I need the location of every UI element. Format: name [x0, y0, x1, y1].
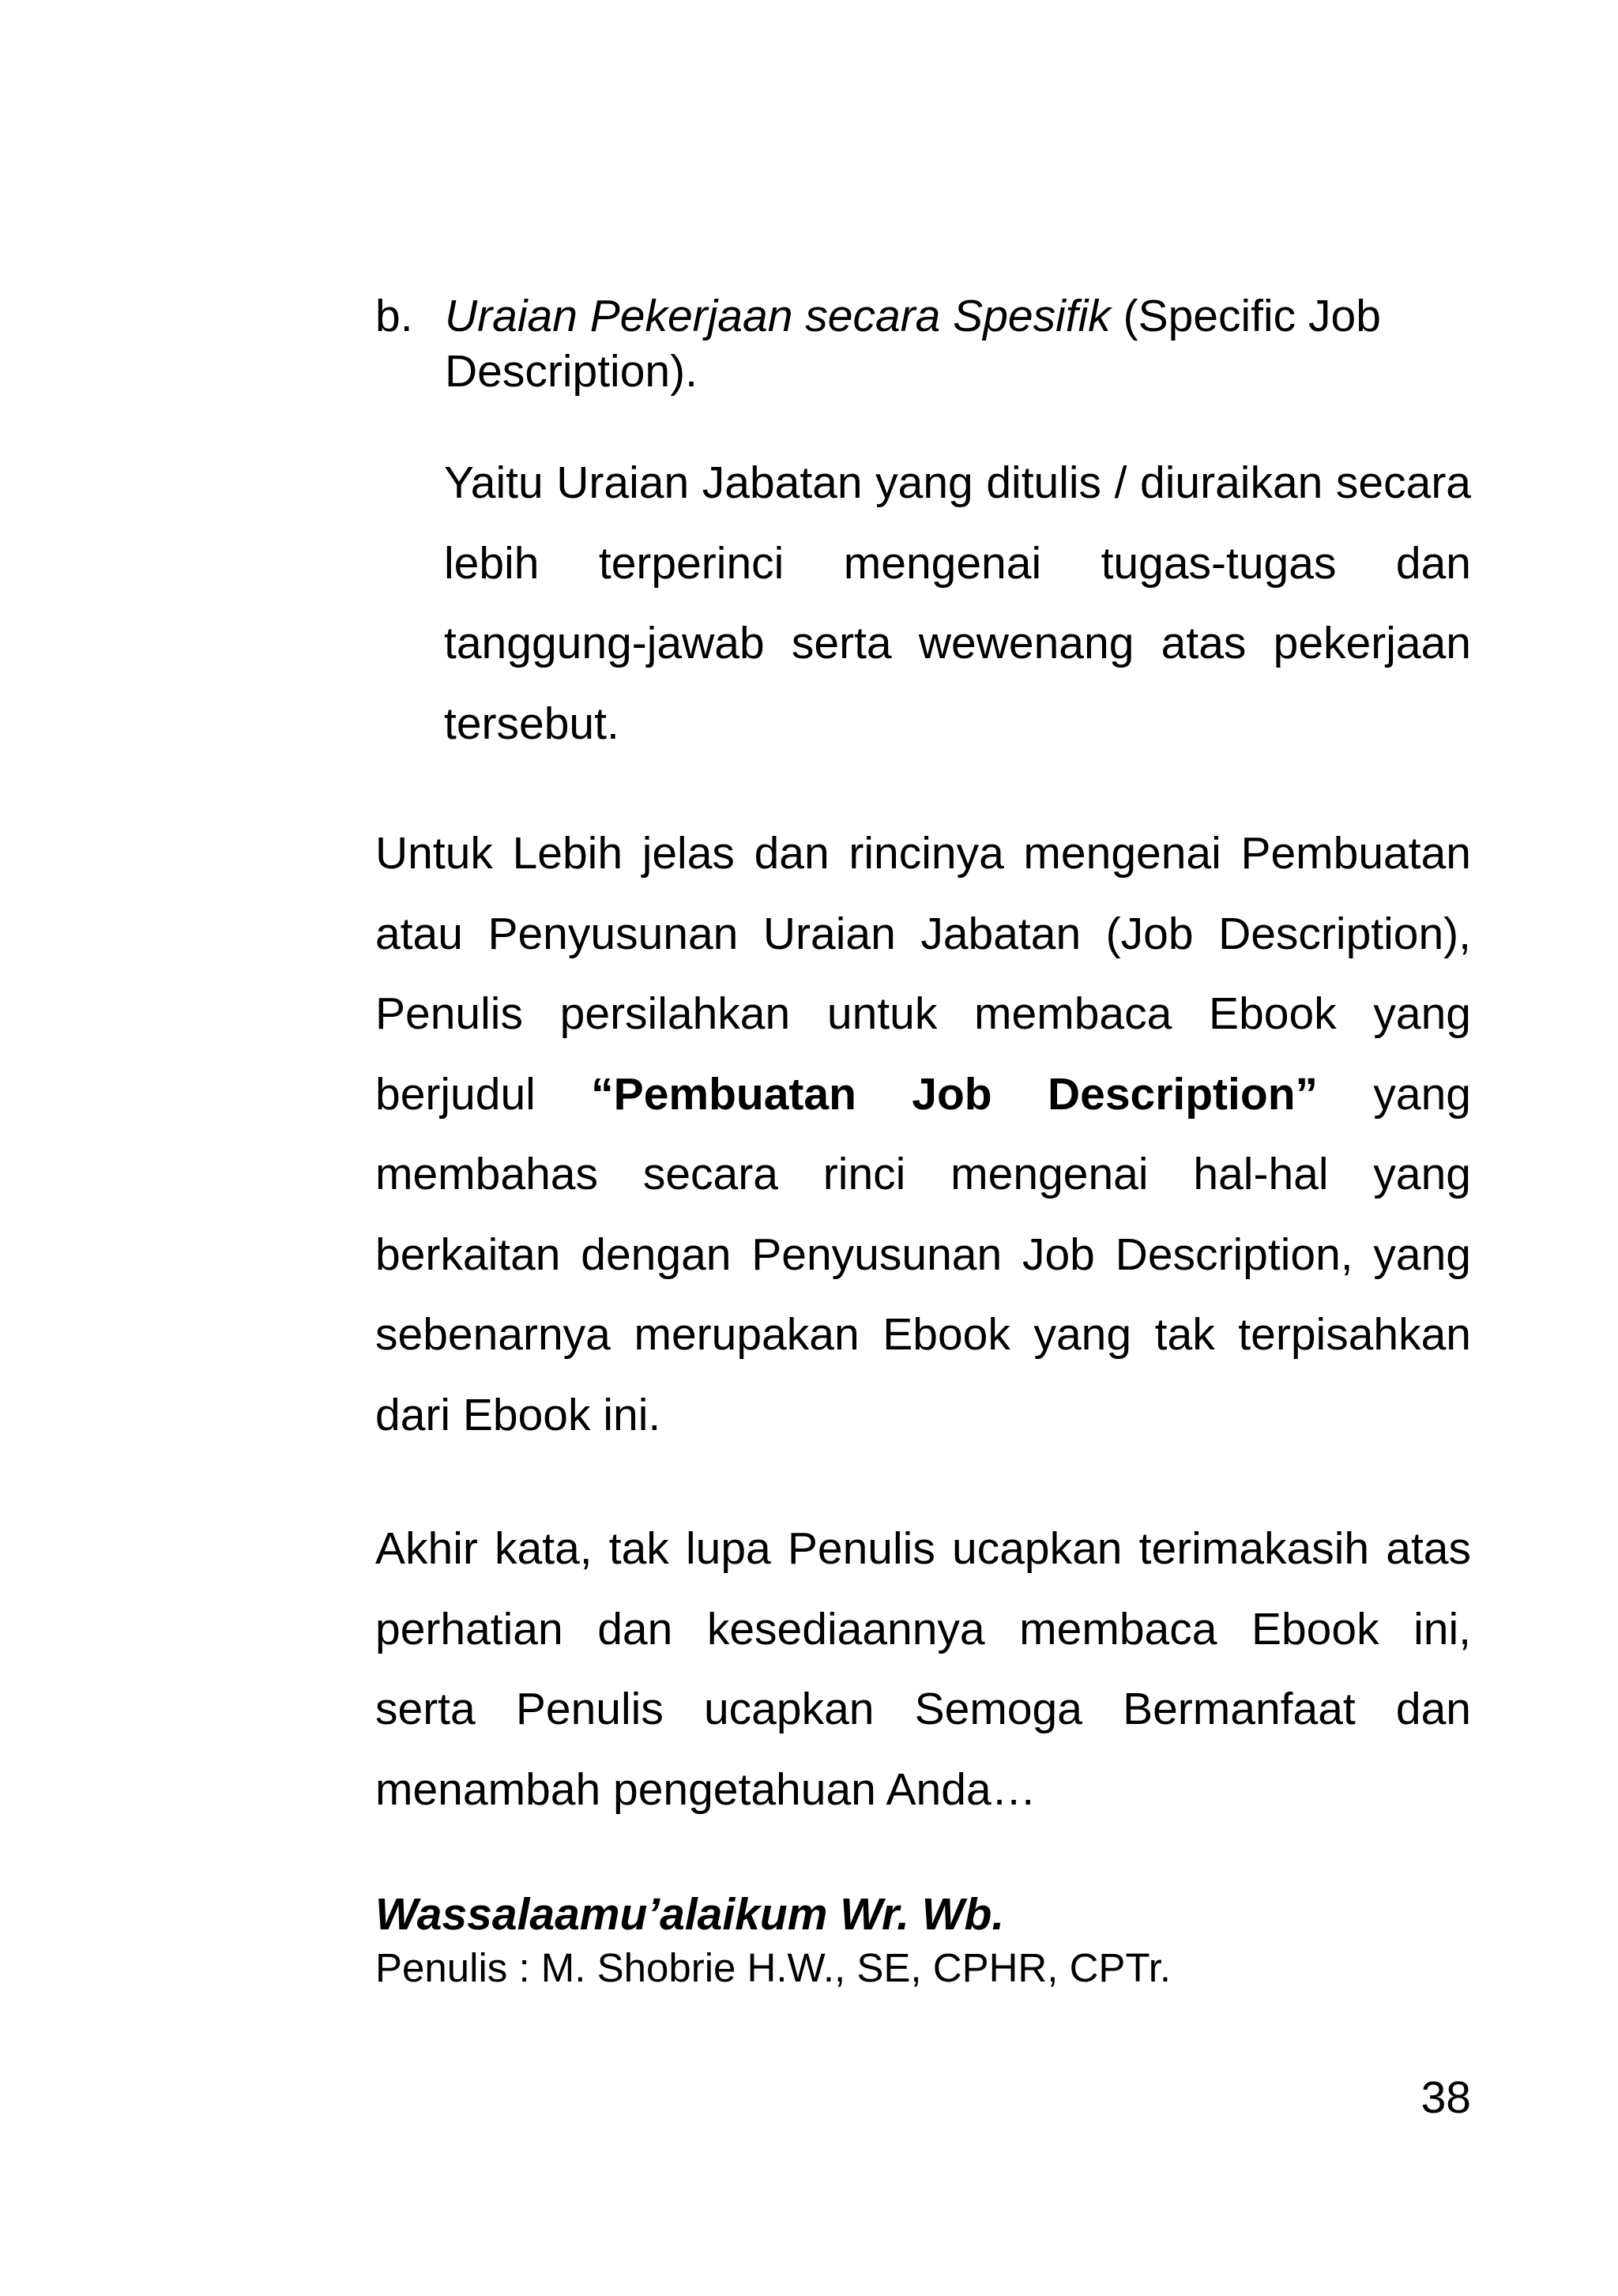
- page-number: 38: [1420, 2072, 1471, 2123]
- definition-paragraph: Yaitu Uraian Jabatan yang ditulis / diuraikan secara lebih terperinci mengenai tugas-tugas dan tanggung-jawab serta wewenang atas pekerjaan tersebut.: [444, 457, 1471, 749]
- info-paragraph: [375, 814, 1471, 1455]
- list-item-italic-title: Uraian Pekerjaan secara Spesifik: [445, 291, 1111, 341]
- list-item-heading: [445, 288, 1481, 399]
- list-item-b: [375, 288, 1481, 399]
- author-line: Penulis : M. Shobrie H.W., SE, CPHR, CPTr.: [375, 1945, 1172, 1990]
- info-paragraph-text-end: yang membahas secara rinci mengenai hal-hal yang berkaitan dengan Penyusunan Job Description, yang sebenarnya merupakan Ebook yang tak terpisahkan dari Ebook ini.: [375, 1068, 1471, 1440]
- closing-salutation: Wassalaamu’alaikum Wr. Wb.: [375, 1889, 1005, 1940]
- closing-paragraph: Akhir kata, tak lupa Penulis ucapkan terimakasih atas perhatian dan kesediaannya membaca Ebook ini, serta Penulis ucapkan Semoga Bermanfaat dan menambah pengetahuan Anda…: [375, 1523, 1471, 1815]
- list-marker: b.: [375, 291, 413, 341]
- ebook-title-bold: “Pembuatan Job Description”: [591, 1068, 1319, 1120]
- info-paragraph-text-start: Untuk Lebih jelas dan rincinya mengenai Pembuatan atau Penyusunan Uraian Jabatan (Job Description), Penulis persilahkan untuk membaca Ebook yang berjudul: [375, 828, 1471, 1120]
- list-item-rest-title: (Specific Job Description).: [445, 291, 1381, 397]
